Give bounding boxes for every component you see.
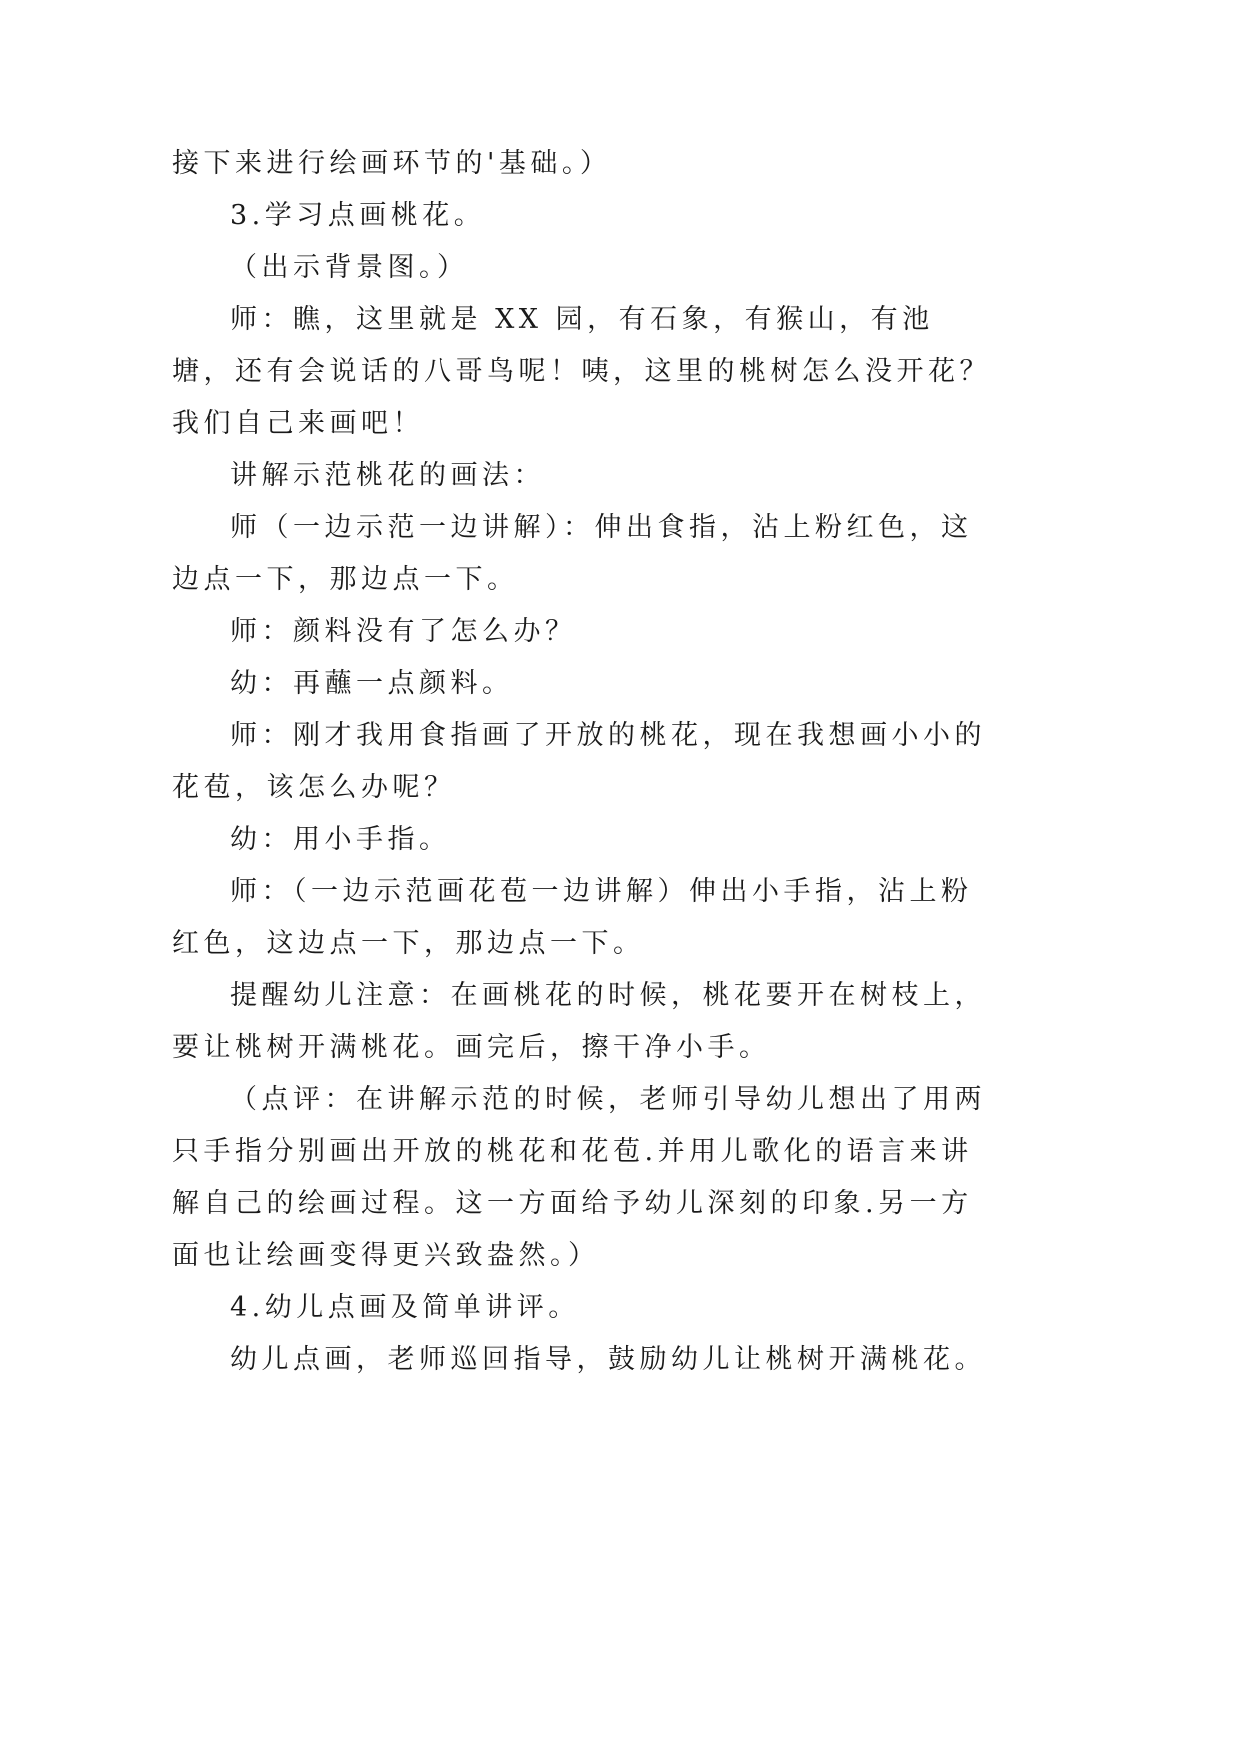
paragraph: 师：（一边示范画花苞一边讲解）伸出小手指，沾上粉红色，这边点一下，那边点一下。: [172, 876, 973, 959]
paragraph: 师：瞧，这里就是 XX 园，有石象，有猴山，有池塘，还有会说话的八哥鸟呢！咦，这里的桃树怎么没开花？我们自己来画吧！: [172, 304, 991, 439]
paragraph: （出示背景图。）: [230, 252, 469, 283]
paragraph: 师：颜料没有了怎么办？: [230, 616, 577, 647]
paragraph: 接下来进行绘画环节的'基础。）: [172, 148, 612, 179]
paragraph: 提醒幼儿注意：在画桃花的时候，桃花要开在树枝上，要让桃树开满桃花。画完后，擦干净小手。: [172, 980, 986, 1063]
paragraph: 4.幼儿点画及简单讲评。: [230, 1292, 580, 1323]
paragraph: 幼：用小手指。: [230, 824, 451, 855]
paragraph: 幼儿点画，老师巡回指导，鼓励幼儿让桃树开满桃花。: [230, 1344, 986, 1375]
paragraph: 师：刚才我用食指画了开放的桃花，现在我想画小小的花苞，该怎么办呢？: [172, 720, 986, 803]
paragraph: 师（一边示范一边讲解）：伸出食指，沾上粉红色，这边点一下，那边点一下。: [172, 512, 973, 595]
paragraph: 3.学习点画桃花。: [230, 200, 486, 231]
paragraph: （点评：在讲解示范的时候，老师引导幼儿想出了用两只手指分别画出开放的桃花和花苞.并用儿歌化的语言来讲解自己的绘画过程。这一方面给予幼儿深刻的印象.另一方面也让绘画变得更兴致盎然。）: [172, 1084, 986, 1271]
paragraph: 幼：再蘸一点颜料。: [230, 668, 514, 699]
document-body: [172, 138, 992, 1386]
paragraph: 讲解示范桃花的画法：: [230, 460, 545, 491]
